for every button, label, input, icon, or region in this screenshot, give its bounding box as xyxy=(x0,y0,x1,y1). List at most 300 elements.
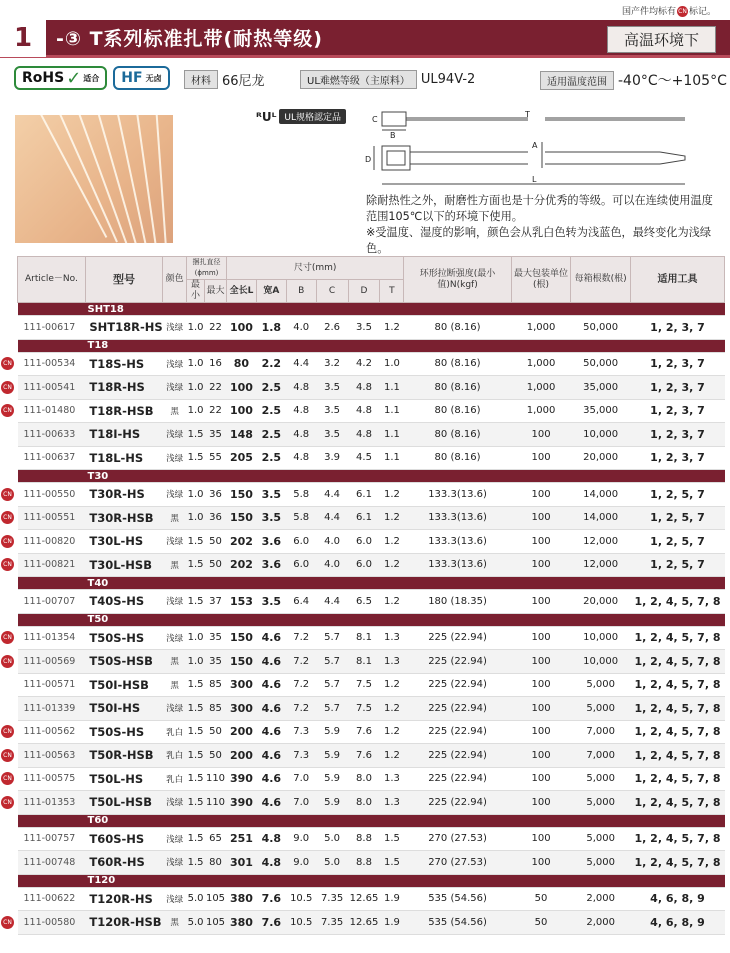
diagram-label-a: A xyxy=(532,141,538,150)
group-header-row xyxy=(18,613,725,626)
cell-a: 2.5 xyxy=(256,446,286,470)
cell-max: 50 xyxy=(205,553,227,577)
cell-b: 9.0 xyxy=(286,827,316,851)
cell-min: 1.0 xyxy=(187,483,205,507)
cell-pack: 100 xyxy=(511,626,571,650)
group-name: T50 xyxy=(18,613,725,626)
cell-article: 111-00622 xyxy=(18,887,86,911)
cell-max: 65 xyxy=(205,827,227,851)
cell-c: 3.5 xyxy=(316,399,348,423)
cell-max: 22 xyxy=(205,399,227,423)
cell-d: 4.8 xyxy=(348,399,380,423)
cell-max: 50 xyxy=(205,720,227,744)
cell-tool: 4, 6, 8, 9 xyxy=(631,911,725,935)
table-row xyxy=(18,316,725,340)
diagram-head-side xyxy=(382,112,406,126)
table-row xyxy=(18,446,725,470)
cell-color: 乳白 xyxy=(163,720,187,744)
cell-d: 4.8 xyxy=(348,423,380,447)
cell-model: T30L-HS xyxy=(85,530,162,554)
th-min: 最小 xyxy=(187,280,205,303)
cell-model: T30R-HS xyxy=(85,483,162,507)
cell-t: 1.1 xyxy=(380,399,404,423)
cell-b: 5.8 xyxy=(286,483,316,507)
cell-c: 4.0 xyxy=(316,530,348,554)
cell-t: 1.2 xyxy=(380,316,404,340)
cell-article: 111-00820 xyxy=(18,530,86,554)
cell-d: 4.8 xyxy=(348,376,380,400)
cell-t: 1.2 xyxy=(380,553,404,577)
cell-tool: 1, 2, 4, 5, 7, 8 xyxy=(631,720,725,744)
cell-model: T18R-HSB xyxy=(85,399,162,423)
cell-l: 153 xyxy=(226,590,256,614)
th-bundle: 捆扎直径(ϕmm) xyxy=(187,257,227,280)
cn-mark-icon: CN xyxy=(1,511,14,524)
cell-t: 1.3 xyxy=(380,767,404,791)
table-row xyxy=(18,697,725,721)
cell-t: 1.5 xyxy=(380,851,404,875)
check-icon: ✓ xyxy=(66,67,82,89)
cell-color: 浅绿 xyxy=(163,626,187,650)
cell-b: 10.5 xyxy=(286,887,316,911)
cell-color: 浅绿 xyxy=(163,423,187,447)
cell-tool: 1, 2, 3, 7 xyxy=(631,423,725,447)
cell-pack: 100 xyxy=(511,720,571,744)
cell-article: 111-01354 xyxy=(18,626,86,650)
cell-box: 14,000 xyxy=(571,483,631,507)
cell-color: 乳白 xyxy=(163,744,187,768)
cell-b: 4.8 xyxy=(286,423,316,447)
rohs-sub-label: 适合 xyxy=(83,73,100,83)
group-name: T120 xyxy=(18,874,725,887)
cell-l: 80 xyxy=(226,352,256,376)
cell-tensile: 80 (8.16) xyxy=(404,376,511,400)
th-length: 全长L xyxy=(226,280,256,303)
cell-a: 2.5 xyxy=(256,423,286,447)
cell-max: 105 xyxy=(205,911,227,935)
cell-t: 1.1 xyxy=(380,446,404,470)
cell-tensile: 225 (22.94) xyxy=(404,650,511,674)
cell-tensile: 535 (54.56) xyxy=(404,911,511,935)
cell-l: 150 xyxy=(226,506,256,530)
cell-pack: 1,000 xyxy=(511,352,571,376)
cell-pack: 100 xyxy=(511,791,571,815)
cell-tool: 1, 2, 4, 5, 7, 8 xyxy=(631,650,725,674)
cn-mark-icon: CN xyxy=(1,381,14,394)
cell-d: 8.8 xyxy=(348,851,380,875)
cell-max: 55 xyxy=(205,446,227,470)
cell-box: 10,000 xyxy=(571,626,631,650)
cell-c: 5.0 xyxy=(316,851,348,875)
th-b: B xyxy=(286,280,316,303)
cell-pack: 100 xyxy=(511,767,571,791)
cell-pack: 100 xyxy=(511,744,571,768)
cell-b: 5.8 xyxy=(286,506,316,530)
table-row xyxy=(18,767,725,791)
cell-max: 110 xyxy=(205,767,227,791)
cell-color: 浅绿 xyxy=(163,530,187,554)
cn-mark-icon: CN xyxy=(1,357,14,370)
description xyxy=(366,193,718,257)
cell-t: 1.3 xyxy=(380,626,404,650)
cell-min: 1.5 xyxy=(187,590,205,614)
cell-c: 3.9 xyxy=(316,446,348,470)
cell-min: 1.0 xyxy=(187,316,205,340)
cell-box: 5,000 xyxy=(571,791,631,815)
halogen-free-badge xyxy=(113,66,169,90)
cell-article: 111-00541 xyxy=(18,376,86,400)
cell-tensile: 133.3(13.6) xyxy=(404,530,511,554)
th-article: Article－No. xyxy=(18,257,86,303)
cell-model: T50I-HS xyxy=(85,697,162,721)
cell-tensile: 225 (22.94) xyxy=(404,626,511,650)
table-row xyxy=(18,352,725,376)
cell-a: 4.6 xyxy=(256,744,286,768)
cell-l: 251 xyxy=(226,827,256,851)
cell-model: T120R-HSB xyxy=(85,911,162,935)
cell-l: 200 xyxy=(226,744,256,768)
cell-b: 4.8 xyxy=(286,376,316,400)
cell-a: 4.8 xyxy=(256,827,286,851)
cell-t: 1.2 xyxy=(380,590,404,614)
cell-tool: 1, 2, 5, 7 xyxy=(631,483,725,507)
cell-tensile: 225 (22.94) xyxy=(404,767,511,791)
table-row xyxy=(18,887,725,911)
cell-pack: 50 xyxy=(511,911,571,935)
cell-t: 1.0 xyxy=(380,352,404,376)
cell-a: 3.6 xyxy=(256,530,286,554)
cell-c: 3.5 xyxy=(316,423,348,447)
cell-a: 4.6 xyxy=(256,791,286,815)
cn-mark-icon: CN xyxy=(1,488,14,501)
cell-box: 7,000 xyxy=(571,720,631,744)
top-note-suffix: 标记。 xyxy=(688,7,716,17)
cell-tensile: 80 (8.16) xyxy=(404,399,511,423)
cell-a: 4.6 xyxy=(256,720,286,744)
cell-article: 111-00637 xyxy=(18,446,86,470)
section-number: 1 xyxy=(0,19,46,57)
cell-tool: 1, 2, 5, 7 xyxy=(631,530,725,554)
table-row xyxy=(18,851,725,875)
cell-l: 150 xyxy=(226,483,256,507)
cell-pack: 100 xyxy=(511,530,571,554)
cell-max: 85 xyxy=(205,697,227,721)
cell-t: 1.2 xyxy=(380,673,404,697)
cell-model: T50I-HSB xyxy=(85,673,162,697)
cell-t: 1.2 xyxy=(380,506,404,530)
cell-color: 黑 xyxy=(163,506,187,530)
cell-d: 6.5 xyxy=(348,590,380,614)
cell-a: 2.2 xyxy=(256,352,286,376)
table-row xyxy=(18,791,725,815)
cell-d: 8.8 xyxy=(348,827,380,851)
cell-box: 10,000 xyxy=(571,650,631,674)
cell-article: 111-00633 xyxy=(18,423,86,447)
cell-d: 8.0 xyxy=(348,791,380,815)
cell-max: 110 xyxy=(205,791,227,815)
cable-tie-diagram xyxy=(360,108,690,190)
description-note: ※受温度、湿度的影响，颜色会从乳白色转为浅蓝色，最终变化为浅绿色。 xyxy=(366,226,712,255)
cell-d: 3.5 xyxy=(348,316,380,340)
th-c: C xyxy=(316,280,348,303)
cell-box: 20,000 xyxy=(571,446,631,470)
cell-model: T50L-HSB xyxy=(85,791,162,815)
cell-color: 黑 xyxy=(163,399,187,423)
cell-b: 4.8 xyxy=(286,399,316,423)
table-row xyxy=(18,827,725,851)
cell-article: 111-00563 xyxy=(18,744,86,768)
cell-min: 1.5 xyxy=(187,827,205,851)
section-header xyxy=(0,20,730,58)
cell-b: 7.2 xyxy=(286,626,316,650)
table-row xyxy=(18,673,725,697)
cell-article: 111-00707 xyxy=(18,590,86,614)
cell-b: 7.0 xyxy=(286,767,316,791)
cell-t: 1.2 xyxy=(380,697,404,721)
cell-d: 4.5 xyxy=(348,446,380,470)
cell-l: 150 xyxy=(226,626,256,650)
diagram-label-l: L xyxy=(532,175,537,184)
cell-c: 7.35 xyxy=(316,911,348,935)
cell-model: T18R-HS xyxy=(85,376,162,400)
product-table xyxy=(17,256,725,935)
cell-d: 8.1 xyxy=(348,626,380,650)
cell-a: 4.6 xyxy=(256,673,286,697)
cell-d: 12.65 xyxy=(348,887,380,911)
cell-pack: 100 xyxy=(511,506,571,530)
cell-tensile: 80 (8.16) xyxy=(404,423,511,447)
material-value: 66尼龙 xyxy=(222,74,265,89)
cell-tensile: 270 (27.53) xyxy=(404,827,511,851)
cell-box: 50,000 xyxy=(571,316,631,340)
cell-tool: 1, 2, 4, 5, 7, 8 xyxy=(631,697,725,721)
cell-color: 黑 xyxy=(163,650,187,674)
diagram-head-top xyxy=(382,146,410,170)
cell-c: 5.9 xyxy=(316,767,348,791)
top-note xyxy=(622,4,716,17)
cn-mark-icon: CN xyxy=(1,535,14,548)
table-row xyxy=(18,506,725,530)
cell-box: 2,000 xyxy=(571,911,631,935)
cell-max: 35 xyxy=(205,423,227,447)
table-body xyxy=(18,303,725,935)
cell-article: 111-01339 xyxy=(18,697,86,721)
cell-min: 1.5 xyxy=(187,553,205,577)
cell-pack: 50 xyxy=(511,887,571,911)
cell-model: T18S-HS xyxy=(85,352,162,376)
cell-l: 148 xyxy=(226,423,256,447)
cell-tool: 1, 2, 4, 5, 7, 8 xyxy=(631,827,725,851)
cell-l: 150 xyxy=(226,650,256,674)
table-row xyxy=(18,399,725,423)
cell-tool: 1, 2, 5, 7 xyxy=(631,553,725,577)
cell-c: 4.4 xyxy=(316,590,348,614)
cell-l: 380 xyxy=(226,911,256,935)
cell-b: 6.0 xyxy=(286,530,316,554)
cell-tensile: 133.3(13.6) xyxy=(404,553,511,577)
cell-model: T30R-HSB xyxy=(85,506,162,530)
cell-max: 50 xyxy=(205,530,227,554)
diagram-label-t: T xyxy=(525,110,530,119)
cell-article: 111-00562 xyxy=(18,720,86,744)
hf-label: HF xyxy=(121,70,143,86)
cell-color: 浅绿 xyxy=(163,352,187,376)
cell-d: 6.1 xyxy=(348,483,380,507)
cell-d: 4.2 xyxy=(348,352,380,376)
cell-article: 111-00617 xyxy=(18,316,86,340)
group-header-row xyxy=(18,470,725,483)
cell-max: 105 xyxy=(205,887,227,911)
group-header-row xyxy=(18,303,725,316)
th-dims: 尺寸(mm) xyxy=(226,257,403,280)
cell-tool: 1, 2, 4, 5, 7, 8 xyxy=(631,673,725,697)
cell-tool: 1, 2, 4, 5, 7, 8 xyxy=(631,851,725,875)
cell-color: 浅绿 xyxy=(163,697,187,721)
cell-l: 100 xyxy=(226,376,256,400)
cell-l: 100 xyxy=(226,316,256,340)
th-width: 宽A xyxy=(256,280,286,303)
cell-max: 37 xyxy=(205,590,227,614)
diagram-label-c: C xyxy=(372,115,378,124)
table-row xyxy=(18,376,725,400)
cell-min: 1.5 xyxy=(187,673,205,697)
cell-tensile: 225 (22.94) xyxy=(404,744,511,768)
ul-logo-icon: ᴿUᴸ xyxy=(256,109,277,124)
cell-c: 3.2 xyxy=(316,352,348,376)
cell-article: 111-00551 xyxy=(18,506,86,530)
cell-tensile: 225 (22.94) xyxy=(404,673,511,697)
cell-l: 390 xyxy=(226,791,256,815)
cell-max: 22 xyxy=(205,316,227,340)
temperature-label: 适用温度范围 xyxy=(540,71,614,90)
cn-mark-icon: CN xyxy=(1,404,14,417)
cell-box: 50,000 xyxy=(571,352,631,376)
group-header-row xyxy=(18,577,725,590)
cell-box: 5,000 xyxy=(571,673,631,697)
cell-t: 1.2 xyxy=(380,530,404,554)
cell-min: 1.5 xyxy=(187,697,205,721)
cell-color: 浅绿 xyxy=(163,316,187,340)
th-tool: 适用工具 xyxy=(631,257,725,303)
cell-color: 浅绿 xyxy=(163,483,187,507)
cell-pack: 100 xyxy=(511,851,571,875)
cell-tool: 1, 2, 4, 5, 7, 8 xyxy=(631,590,725,614)
cell-tensile: 80 (8.16) xyxy=(404,316,511,340)
cell-tensile: 180 (18.35) xyxy=(404,590,511,614)
cell-min: 1.5 xyxy=(187,851,205,875)
cell-article: 111-00569 xyxy=(18,650,86,674)
cell-c: 5.9 xyxy=(316,744,348,768)
top-note-text: 国产件均标有 xyxy=(621,7,676,17)
cell-tool: 1, 2, 3, 7 xyxy=(631,399,725,423)
cell-min: 1.5 xyxy=(187,744,205,768)
table-row xyxy=(18,423,725,447)
cell-pack: 100 xyxy=(511,590,571,614)
cell-b: 7.2 xyxy=(286,697,316,721)
cell-max: 22 xyxy=(205,376,227,400)
temperature-value: -40°C～+105°C xyxy=(618,73,727,89)
th-d: D xyxy=(348,280,380,303)
cell-a: 1.8 xyxy=(256,316,286,340)
table-row xyxy=(18,626,725,650)
cell-pack: 100 xyxy=(511,423,571,447)
th-tensile: 环形拉断强度(最小值)N(kgf) xyxy=(404,257,511,303)
cell-color: 浅绿 xyxy=(163,887,187,911)
cell-model: T120R-HS xyxy=(85,887,162,911)
cell-c: 5.7 xyxy=(316,697,348,721)
cell-d: 7.5 xyxy=(348,697,380,721)
cell-article: 111-00748 xyxy=(18,851,86,875)
cell-box: 5,000 xyxy=(571,697,631,721)
cell-a: 4.8 xyxy=(256,851,286,875)
cell-d: 7.5 xyxy=(348,673,380,697)
material-spec xyxy=(184,70,265,89)
cell-d: 12.65 xyxy=(348,911,380,935)
cell-tensile: 270 (27.53) xyxy=(404,851,511,875)
cell-color: 浅绿 xyxy=(163,446,187,470)
cell-tool: 1, 2, 4, 5, 7, 8 xyxy=(631,791,725,815)
cell-box: 14,000 xyxy=(571,506,631,530)
cell-article: 111-01353 xyxy=(18,791,86,815)
cell-l: 100 xyxy=(226,399,256,423)
cell-tensile: 225 (22.94) xyxy=(404,720,511,744)
cell-box: 7,000 xyxy=(571,744,631,768)
cell-pack: 100 xyxy=(511,697,571,721)
cell-max: 35 xyxy=(205,650,227,674)
cell-min: 1.5 xyxy=(187,446,205,470)
cell-t: 1.9 xyxy=(380,911,404,935)
cn-mark-icon: CN xyxy=(1,558,14,571)
th-pack: 最大包装单位(根) xyxy=(511,257,571,303)
cell-max: 80 xyxy=(205,851,227,875)
cell-d: 6.0 xyxy=(348,530,380,554)
table-row xyxy=(18,483,725,507)
th-model: 型号 xyxy=(85,257,162,303)
cn-mark-icon: CN xyxy=(1,772,14,785)
cell-c: 4.0 xyxy=(316,553,348,577)
material-label: 材料 xyxy=(184,70,218,89)
cell-article: 111-00580 xyxy=(18,911,86,935)
cell-c: 5.7 xyxy=(316,673,348,697)
cell-pack: 1,000 xyxy=(511,399,571,423)
cell-c: 5.0 xyxy=(316,827,348,851)
cell-l: 202 xyxy=(226,553,256,577)
cell-l: 300 xyxy=(226,697,256,721)
cn-mark-icon: CN xyxy=(1,631,14,644)
cell-pack: 1,000 xyxy=(511,376,571,400)
cn-mark-icon: CN xyxy=(1,725,14,738)
cell-d: 6.1 xyxy=(348,506,380,530)
cell-tensile: 133.3(13.6) xyxy=(404,483,511,507)
cell-b: 4.0 xyxy=(286,316,316,340)
cell-model: T60S-HS xyxy=(85,827,162,851)
table-row xyxy=(18,744,725,768)
cell-box: 20,000 xyxy=(571,590,631,614)
group-name: T60 xyxy=(18,814,725,827)
cell-color: 乳白 xyxy=(163,767,187,791)
cell-b: 7.2 xyxy=(286,650,316,674)
ul-label: UL规格認定品 xyxy=(279,109,346,124)
cell-tool: 4, 6, 8, 9 xyxy=(631,887,725,911)
cell-tensile: 80 (8.16) xyxy=(404,446,511,470)
cell-pack: 100 xyxy=(511,446,571,470)
cell-color: 浅绿 xyxy=(163,827,187,851)
cell-tool: 1, 2, 5, 7 xyxy=(631,506,725,530)
cell-a: 3.5 xyxy=(256,506,286,530)
cell-min: 1.5 xyxy=(187,767,205,791)
cell-box: 10,000 xyxy=(571,423,631,447)
cell-box: 35,000 xyxy=(571,376,631,400)
